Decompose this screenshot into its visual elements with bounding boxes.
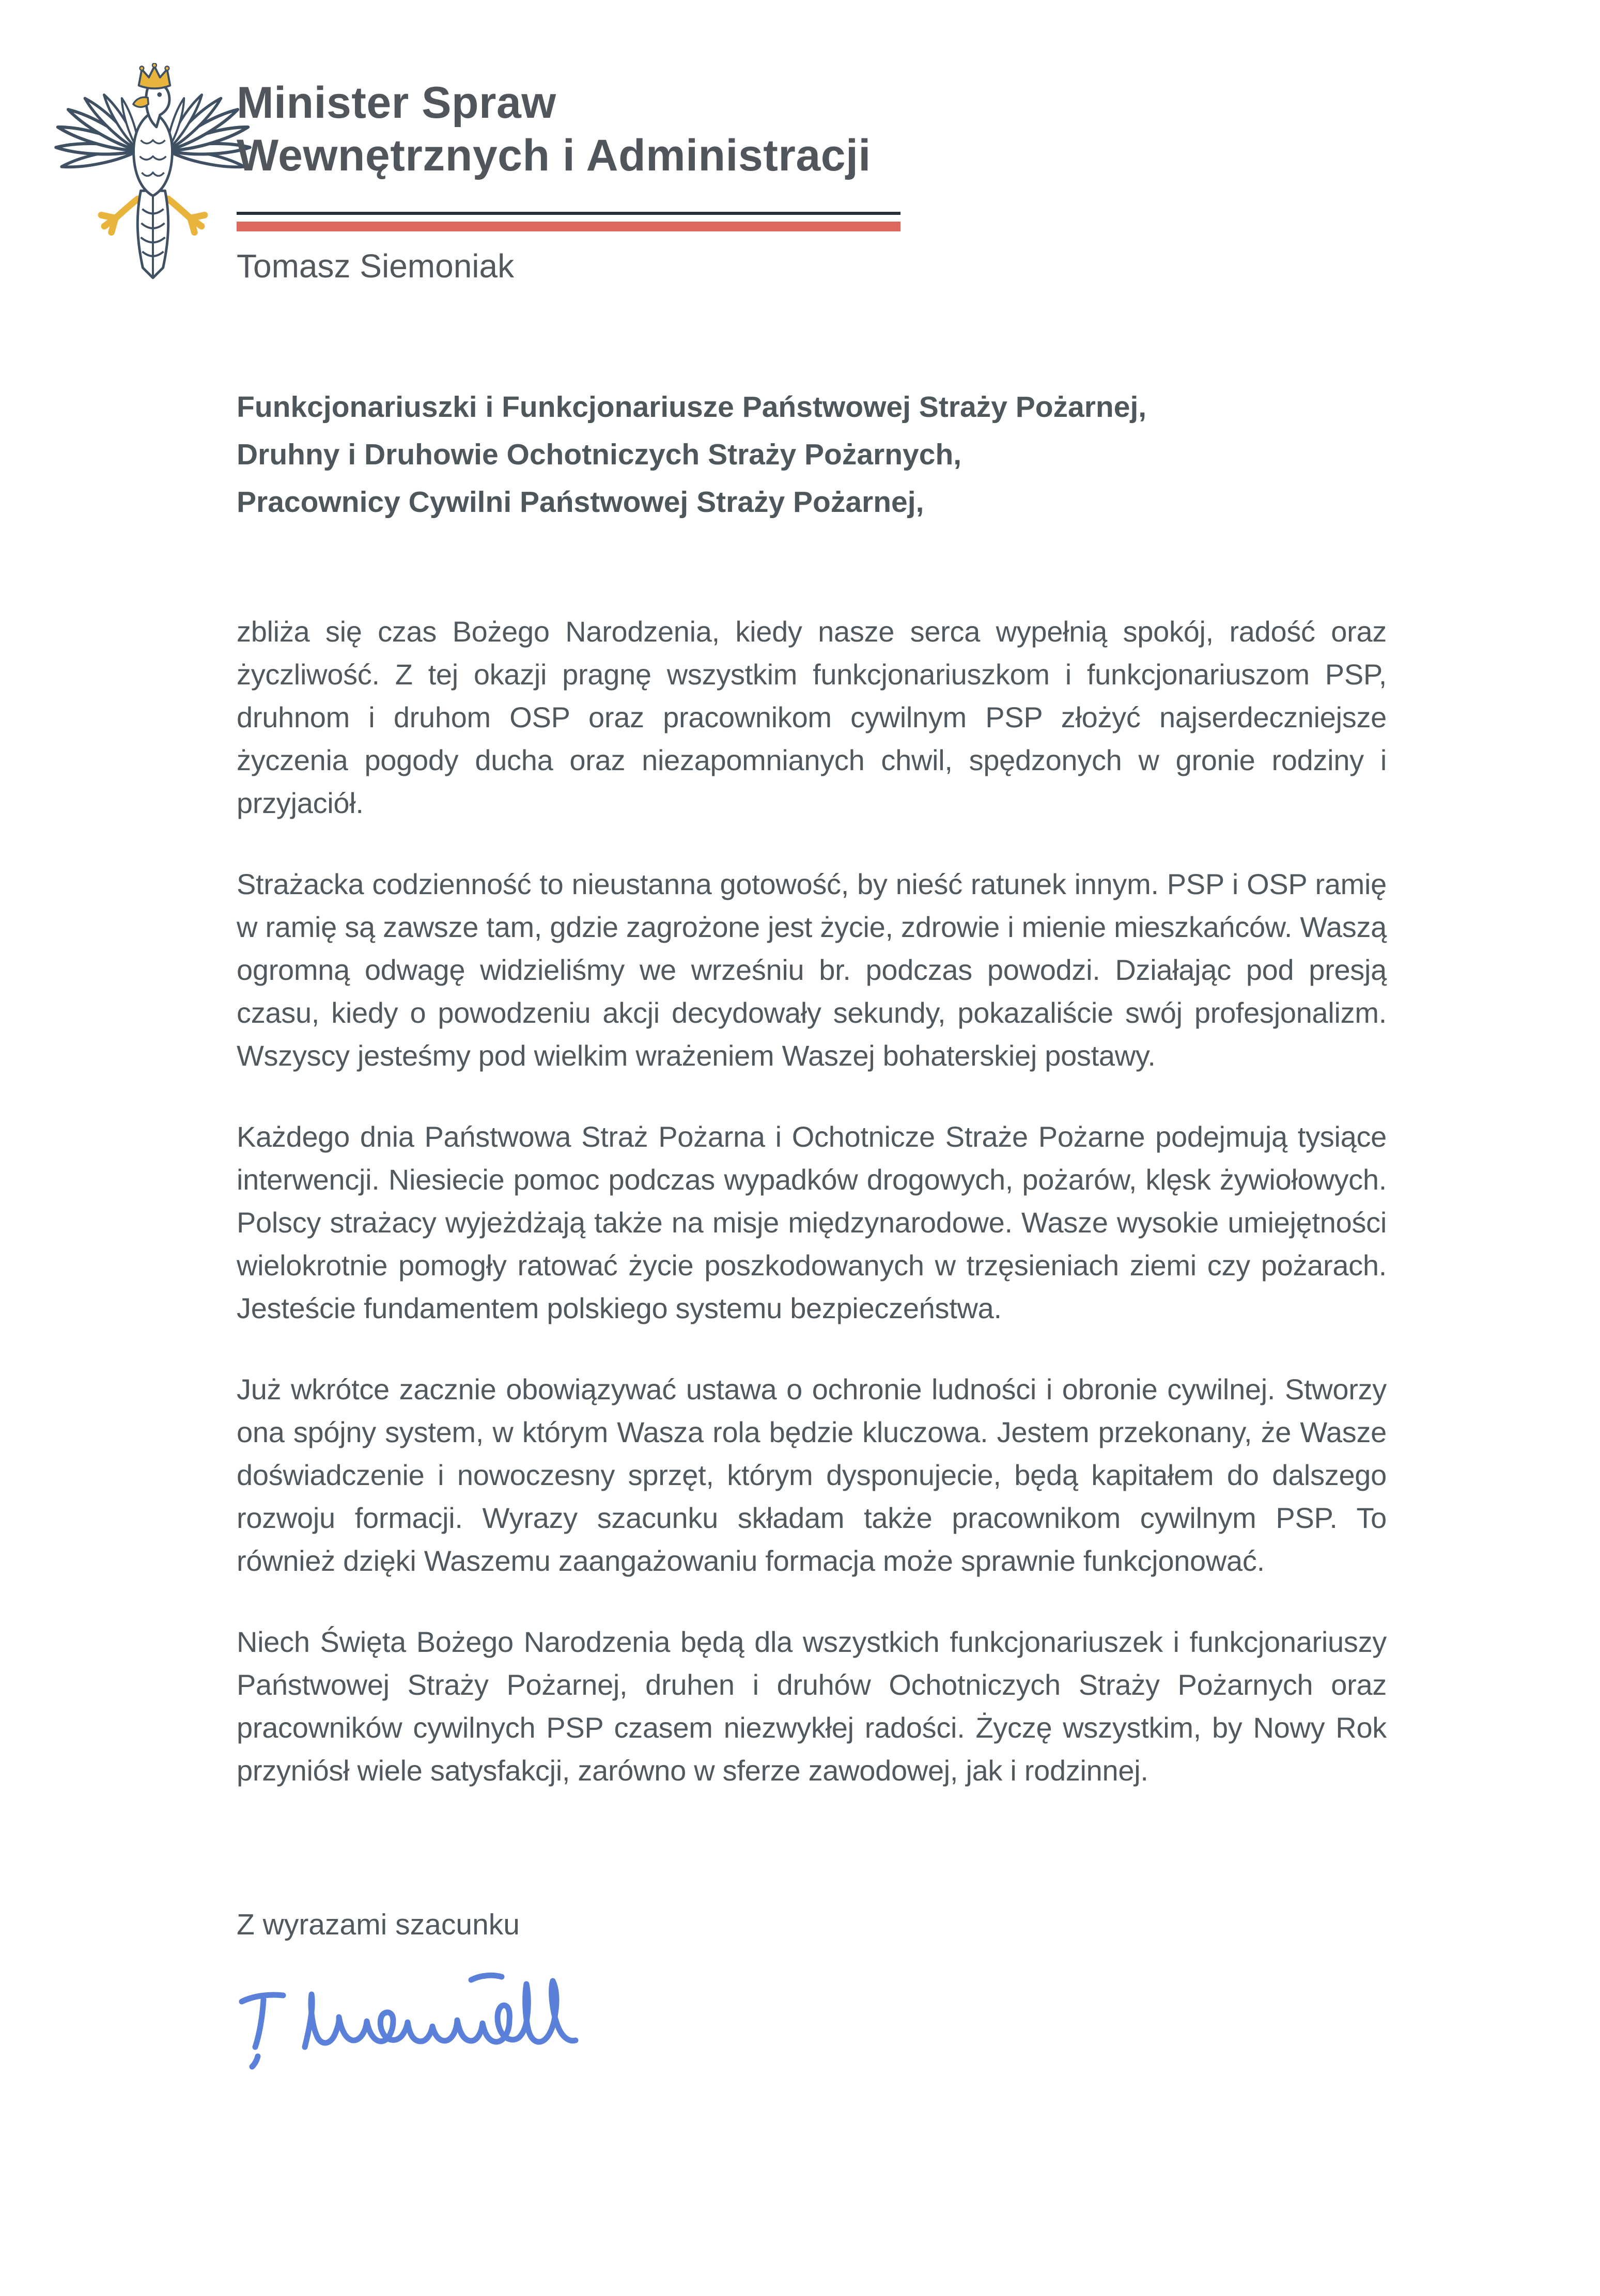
paragraph-4: Już wkrótce zacznie obowiązywać ustawa o ochronie ludności i obronie cywilnej. Stworzy ona spójny system, w którym Wasza rola będzie kluczowa. Jestem przekonany, że Wasze doświadczenie i nowoczesny sprzęt, którym dysponujecie, będą kapitałem do dalszego rozwoju formacji. Wyrazy szacunku składam także pracownikom cywilnym PSP. To również dzięki Waszemu zaangażowaniu formacja może sprawnie funkcjonować. (237, 1373, 1387, 1577)
salutation-line-2: Druhny i Druhowie Ochotniczych Straży Pożarnych, (237, 438, 962, 471)
letterhead-rule-navy (237, 212, 900, 215)
ministry-title-line-2: Wewnętrznych i Administracji (237, 131, 871, 180)
signature-handwriting (232, 1969, 589, 2072)
paragraph-5: Niech Święta Bożego Narodzenia będą dla wszystkich funkcjonariuszek i funkcjonariuszy Państwowej Straży Pożarnej, druhen i druhów Ochotniczych Straży Pożarnych oraz pracowników cywilnych PSP czasem niezwykłej radości. Życzę wszystkim, by Nowy Rok przyniósł wiele satysfakcji, zarówno w sferze zawodowej, jak i rodzinnej. (237, 1626, 1387, 1787)
minister-name: Tomasz Siemoniak (237, 247, 515, 285)
paragraph-3: Każdego dnia Państwowa Straż Pożarna i Ochotnicze Straże Pożarne podejmują tysiące interwencji. Niesiecie pomoc podczas wypadków drogowych, pożarów, klęsk żywiołowych. Polscy strażacy wyjeżdżają także na misje międzynarodowe. Wasze wysokie umiejętności wielokrotnie pomogły ratować życie poszkodowanych w trzęsieniach ziemi czy pożarach. Jesteście fundamentem polskiego systemu bezpieczeństwa. (237, 1120, 1387, 1324)
letter-body (237, 383, 1387, 2072)
polish-eagle-emblem-icon (52, 63, 254, 286)
paragraph-2: Strażacka codzienność to nieustanna gotowość, by nieść ratunek innym. PSP i OSP ramię w ramię są zawsze tam, gdzie zagrożone jest życie, zdrowie i mienie mieszkańców. Waszą ogromną odwagę widzieliśmy we wrześniu br. podczas powodzi. Działając pod presją czasu, kiedy o powodzeniu akcji decydowały sekundy, pokazaliście swój profesjonalizm. Wszyscy jesteśmy pod wielkim wrażeniem Waszej bohaterskiej postawy. (237, 868, 1387, 1072)
letterhead-rule-red (237, 222, 900, 231)
salutation-line-3: Pracownicy Cywilni Państwowej Straży Pożarnej, (237, 486, 924, 519)
salutation (237, 383, 1387, 526)
salutation-line-1: Funkcjonariuszki i Funkcjonariusze Państwowej Straży Pożarnej, (237, 391, 1147, 424)
paragraph-1: zbliża się czas Bożego Narodzenia, kiedy nasze serca wypełnią spokój, radość oraz życzliwość. Z tej okazji pragnę wszystkim funkcjonariuszkom i funkcjonariuszom PSP, druhnom i druhom OSP oraz pracownikom cywilnym PSP złożyć najserdeczniejsze życzenia pogody ducha oraz niezapomnianych chwil, spędzonych w gronie rodziny i przyjaciół. (237, 615, 1387, 819)
ministry-title-line-1: Minister Spraw (237, 78, 556, 128)
ministry-title (237, 76, 871, 182)
closing-phrase: Z wyrazami szacunku (237, 1908, 520, 1941)
